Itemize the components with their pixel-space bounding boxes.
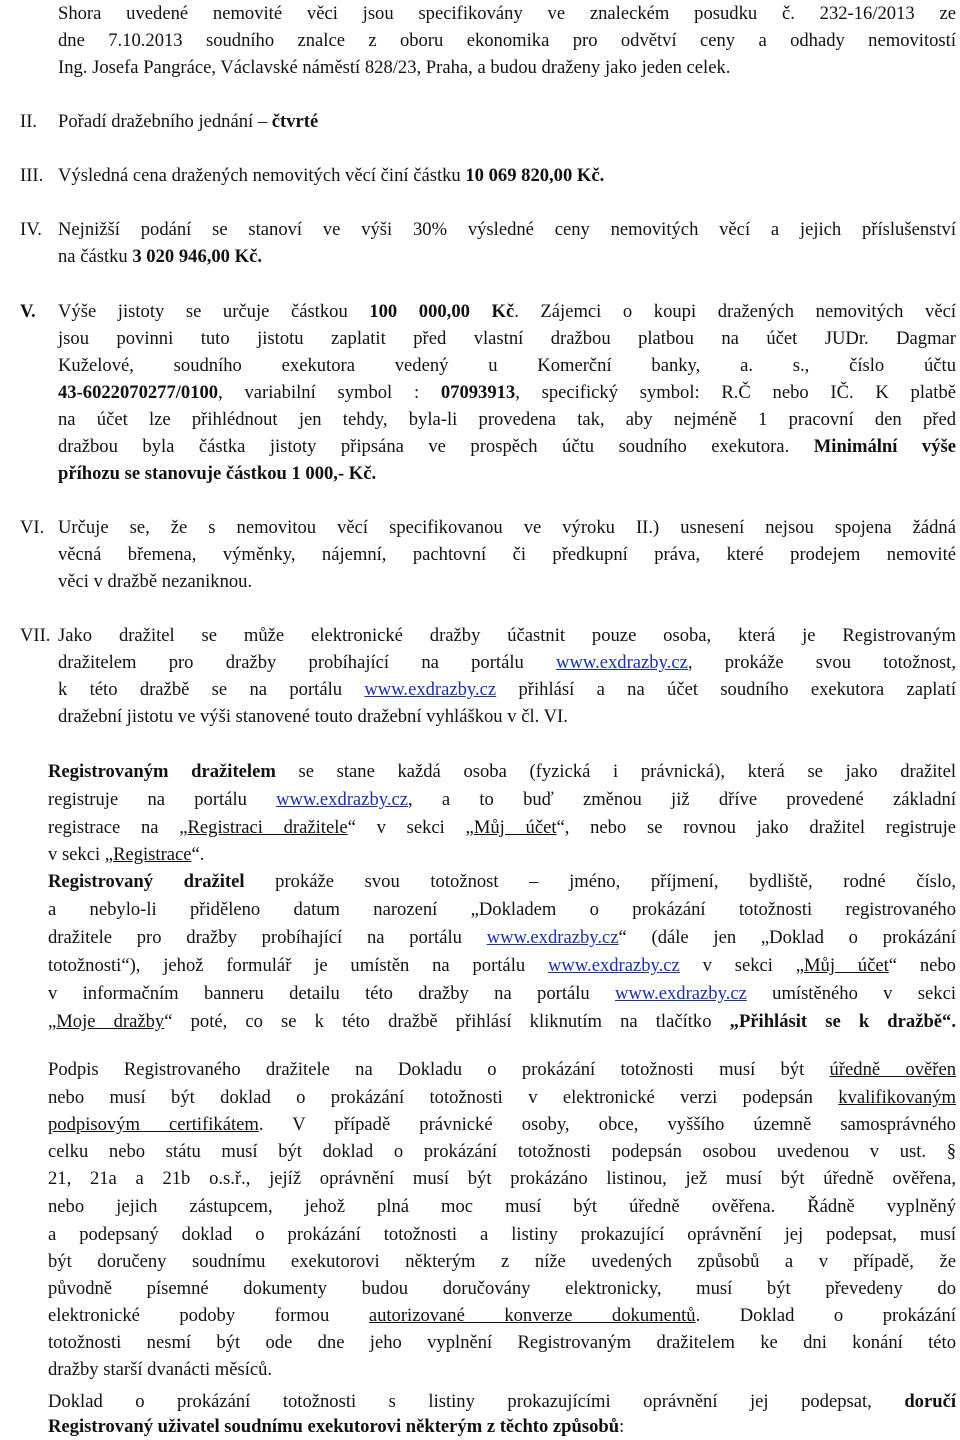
underlined-text: Můj účet	[473, 817, 557, 838]
text: . Doklad o prokázání	[695, 1305, 956, 1326]
bold-text: Registrovaný dražitel	[48, 871, 245, 892]
section-vii-line	[0, 676, 956, 703]
text: “ poté, co se k této dražbě přihlásí kliknutím na tlačítko	[164, 1011, 730, 1032]
text: a podepsaný doklad o prokázání totožnosti a listiny prokazující oprávnění jej podepsat, musí	[48, 1224, 956, 1245]
text: „	[48, 1011, 57, 1032]
bold-text: příhozu se stanovuje částkou 1 000,- Kč.	[58, 463, 377, 484]
section-vi-line	[0, 568, 956, 595]
text: :	[619, 1416, 625, 1437]
signature-line	[0, 1302, 956, 1329]
section-vi-line	[0, 541, 956, 568]
section-v-line	[0, 352, 956, 379]
text: dražitele pro dražby probíhající na portálu	[48, 927, 487, 948]
signature-line	[0, 1221, 956, 1248]
exdrazby-link[interactable]: www.exdrazby.cz	[364, 679, 497, 700]
text: “ (dále jen „Doklad o prokázání	[618, 927, 957, 948]
text: Výsledná cena dražených nemovitých věcí činí částku	[58, 165, 466, 186]
section-iv	[0, 216, 956, 243]
section-number: IV.	[20, 219, 42, 240]
delivery-para	[0, 1388, 956, 1415]
section-ii	[0, 108, 956, 135]
text: , a to buď změnou již dříve provedené základní	[407, 789, 956, 810]
identity-line	[0, 896, 956, 923]
account-number: 43-6022070277/0100	[58, 382, 219, 403]
text: prokáže svou totožnost – jméno, příjmení, bydliště, rodné číslo,	[244, 871, 956, 892]
bold-text: Minimální výše	[813, 436, 957, 457]
exdrazby-link[interactable]: www.exdrazby.cz	[547, 955, 680, 976]
text: elektronické podoby formou	[48, 1305, 369, 1326]
signature-line	[0, 1111, 956, 1138]
section-v-line	[0, 379, 956, 406]
text: totožnosti“), jehož formulář je umístěn na portálu	[48, 955, 548, 976]
text: registruje na portálu	[48, 789, 277, 810]
text: se stane každá osoba (fyzická i právnická), která se jako dražitel	[275, 761, 956, 782]
registration-para	[0, 758, 956, 785]
delivery-line	[0, 1413, 956, 1440]
section-iii	[0, 162, 956, 189]
underlined-text: Registrace	[113, 844, 192, 865]
text: Podpis Registrovaného dražitele na Dokladu o prokázání totožnosti musí být	[48, 1059, 830, 1080]
text: totožnosti nesmí být ode dne jeho vyplnění Registrovaným dražitelem ke dni konání této	[48, 1332, 956, 1353]
text: dražební jistotu ve výši stanovené touto dražební vyhláškou v čl. VI.	[58, 706, 568, 727]
text: umístěného v sekci	[746, 983, 956, 1004]
text: Shora uvedené nemovité věci jsou specifikovány ve znaleckém posudku č. 232-16/2013 ze	[58, 3, 956, 24]
exdrazby-link[interactable]: www.exdrazby.cz	[556, 652, 688, 673]
text: v sekci „	[679, 955, 804, 976]
section-number: V.	[20, 301, 36, 322]
text: být doručeny soudnímu exekutorovi některým z níže uvedených způsobů a v případě, že	[48, 1251, 956, 1272]
registration-line	[0, 841, 956, 868]
text: . V případě právnické osoby, obce, vyššího územně samosprávného	[258, 1114, 956, 1135]
text: . Zájemci o koupi dražených nemovitých věcí	[514, 301, 956, 322]
bold-text: Registrovaný uživatel soudnímu exekutorovi některým z těchto způsobů	[48, 1416, 620, 1437]
text: “ nebo	[888, 955, 956, 976]
section-v	[0, 298, 956, 325]
text: původně písemné dokumenty budou doručovány elektronicky, musí být převedeny do	[48, 1278, 956, 1299]
signature-line	[0, 1165, 956, 1192]
text: Doklad o prokázání totožnosti s listiny prokazujícími oprávnění jej podepsat,	[48, 1391, 905, 1412]
underlined-text: úředně ověřen	[829, 1059, 956, 1080]
intro-line	[0, 0, 956, 27]
underlined-text: Můj účet	[803, 955, 889, 976]
text: Kuželové, soudního exekutora vedený u Komerční banky, a. s., číslo účtu	[58, 355, 956, 376]
section-v-line	[0, 406, 956, 433]
text: celku nebo státu musí být doklad o prokázání totožnosti podepsán osobou uvedenou v ust. §	[48, 1141, 956, 1162]
text: dražbou byla částka jistoty připsána ve prospěch účtu soudního exekutora.	[58, 436, 814, 457]
text: “.	[191, 844, 205, 865]
text: Ing. Josefa Pangráce, Václavské náměstí 828/23, Praha, a budou draženy jako jeden celek.	[58, 57, 731, 78]
exdrazby-link[interactable]: www.exdrazby.cz	[276, 789, 408, 810]
text: “, nebo se rovnou jako dražitel registruje	[556, 817, 957, 838]
section-vii	[0, 622, 956, 649]
section-v-line	[0, 325, 956, 352]
variable-symbol: 07093913	[440, 382, 516, 403]
bold-text: doručí	[904, 1391, 956, 1412]
identity-para	[0, 868, 956, 895]
signature-line	[0, 1084, 956, 1111]
signature-line	[0, 1138, 956, 1165]
text: k této dražbě se na portálu	[58, 679, 365, 700]
intro-line	[0, 27, 956, 54]
section-number: II.	[20, 111, 38, 132]
signature-line	[0, 1275, 956, 1302]
text: nebo jejich zástupcem, jehož plná moc musí být úředně ověřena. Řádně vyplněný	[48, 1196, 956, 1217]
underlined-text: Registraci dražitele	[187, 817, 348, 838]
text: v informačním banneru detailu této dražby na portálu	[48, 983, 616, 1004]
exdrazby-link[interactable]: www.exdrazby.cz	[615, 983, 747, 1004]
text: “ v sekci „	[347, 817, 474, 838]
identity-line	[0, 1008, 956, 1035]
signature-line	[0, 1329, 956, 1356]
section-v-line	[0, 460, 956, 487]
signature-line	[0, 1193, 956, 1220]
text: Určuje se, že s nemovitou věcí specifikovanou ve výroku II.) usnesení nejsou spojena žádná	[58, 517, 956, 538]
identity-line	[0, 980, 956, 1007]
text: a nebylo-li přiděleno datum narození „Dokladem o prokázání totožnosti registrovaného	[48, 899, 956, 920]
section-iv-line	[0, 243, 956, 270]
underlined-text: podpisovým certifikátem	[48, 1114, 259, 1135]
section-number: VI.	[20, 517, 45, 538]
bold-text: 100 000,00 Kč	[369, 301, 515, 322]
section-vi	[0, 514, 956, 541]
signature-para	[0, 1056, 956, 1083]
bold-text: čtvrté	[271, 111, 319, 132]
text: Výše jistoty se určuje částkou	[58, 301, 370, 322]
bold-text: 3 020 946,00 Kč.	[132, 246, 262, 267]
text: 21, 21a a 21b o.s.ř., jejíž oprávnění musí být prokázáno listinou, jež musí být úředně ověřena,	[48, 1168, 956, 1189]
section-number: III.	[20, 165, 44, 186]
bold-text: Registrovaným dražitelem	[48, 761, 276, 782]
text: , prokáže svou totožnost,	[687, 652, 956, 673]
text: Nejnižší podání se stanoví ve výši 30% výsledné ceny nemovitých věcí a jejich příslušenství	[58, 219, 956, 240]
registration-line	[0, 786, 956, 813]
registration-line	[0, 814, 956, 841]
text: dražitelem pro dražby probíhající na portálu	[58, 652, 557, 673]
identity-line	[0, 924, 956, 951]
text: , variabilní symbol :	[218, 382, 441, 403]
text: na účet lze přihlédnout jen tehdy, byla-li provedena tak, aby nejméně 1 pracovní den před	[58, 409, 956, 430]
text: , specifický symbol: R.Č nebo IČ. K platbě	[515, 382, 956, 403]
underlined-text: kvalifikovaným	[838, 1087, 956, 1108]
text: jsou povinni tuto jistotu zaplatit před vlastní dražbou platbou na účet JUDr. Dagmar	[58, 328, 956, 349]
underlined-text: autorizované konverze dokumentů	[368, 1305, 696, 1326]
text: dražby starší dvanácti měsíců.	[48, 1359, 273, 1380]
text: Pořadí dražebního jednání –	[58, 111, 272, 132]
bold-text: „Přihlásit se k dražbě“.	[729, 1011, 956, 1032]
bold-text: 10 069 820,00 Kč.	[465, 165, 605, 186]
text: registrace na „	[48, 817, 188, 838]
signature-line	[0, 1248, 956, 1275]
text: Jako dražitel se může elektronické dražby účastnit pouze osoba, která je Registrovaným	[58, 625, 956, 646]
section-number: VII.	[20, 625, 51, 646]
text: dne 7.10.2013 soudního znalce z oboru ekonomika pro odvětví ceny a odhady nemovitostí	[58, 30, 956, 51]
text: nebo musí být doklad o prokázání totožnosti v elektronické verzi podepsán	[48, 1087, 839, 1108]
intro-line	[0, 54, 956, 81]
text: věci v dražbě nezaniknou.	[58, 571, 253, 592]
text: věcná břemena, výměnky, nájemní, pachtovní či předkupní práva, které prodejem nemovité	[58, 544, 956, 565]
underlined-text: Moje dražby	[56, 1011, 165, 1032]
section-v-line	[0, 433, 956, 460]
exdrazby-link[interactable]: www.exdrazby.cz	[486, 927, 619, 948]
text: na částku	[58, 246, 133, 267]
section-vii-line	[0, 703, 956, 730]
section-vii-line	[0, 649, 956, 676]
identity-line	[0, 952, 956, 979]
text: v sekci „	[48, 844, 114, 865]
signature-line	[0, 1356, 956, 1383]
text: přihlásí a na účet soudního exekutora zaplatí	[496, 679, 956, 700]
